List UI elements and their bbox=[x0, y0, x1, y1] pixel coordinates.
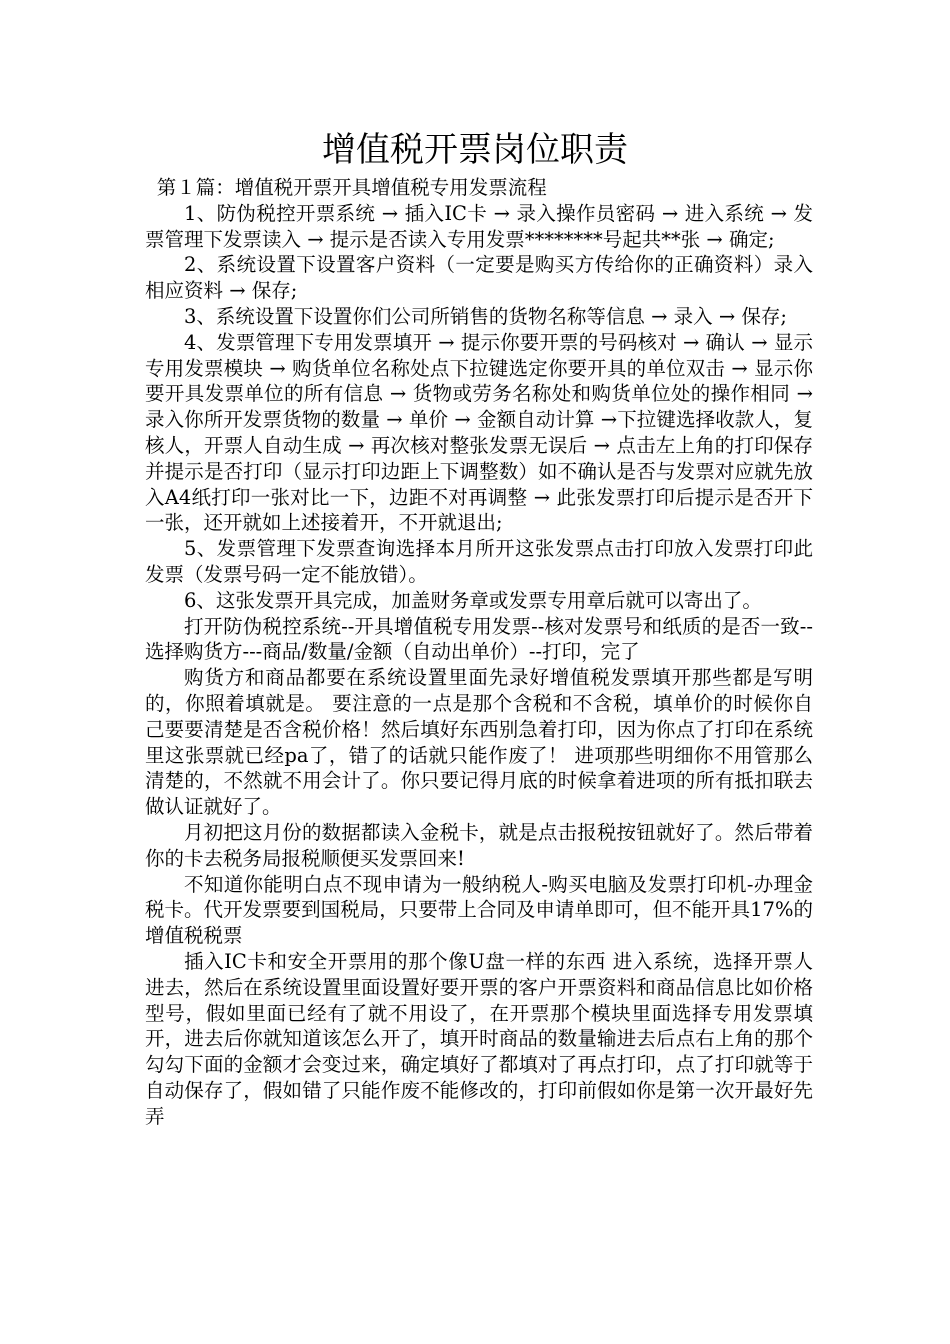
paragraph-step-2: 2、系统设置下设置客户资料（一定要是购买方传给你的正确资料）录入相应资料 → 保存; bbox=[145, 253, 813, 303]
paragraph-step-5: 5、发票管理下发票查询选择本月所开这张发票点击打印放入发票打印此发票（发票号码一定不能放错）。 bbox=[145, 537, 813, 586]
document-body bbox=[145, 175, 813, 1129]
document-title: 增值税开票岗位职责 bbox=[322, 130, 628, 170]
paragraph-step-1: 1、防伪税控开票系统 → 插入IC卡 → 录入操作员密码 → 进入系统 → 发票管理下发票读入 → 提示是否读入专用发票********号起共**张 → 确定; bbox=[145, 201, 813, 251]
paragraph-summary-flow: 打开防伪税控系统--开具增值税专用发票--核对发票号和纸质的是否一致--选择购货方---商品/数量/金额（自动出单价）--打印，完了 bbox=[145, 614, 813, 664]
paragraph-taxpayer-application: 不知道你能明白点不现申请为一般纳税人-购买电脑及发票打印机-办理金税卡。代开发票要到国税局，只要带上合同及申请单即可，但不能开具17%的增值税税票 bbox=[145, 872, 813, 948]
paragraph-step-6: 6、这张发票开具完成，加盖财务章或发票专用章后就可以寄出了。 bbox=[184, 588, 762, 612]
paragraph-step-3: 3、系统设置下设置你们公司所销售的货物名称等信息 → 录入 → 保存; bbox=[184, 304, 787, 328]
paragraph-ic-card-steps: 插入IC卡和安全开票用的那个像U盘一样的东西 进入系统，选择开票人进去，然后在系统设置里面设置好要开票的客户开票资料和商品信息比如价格型号，假如里面已经有了就不用设了，在开票那个模块里面选择专用发票填开，进去后你就知道该怎么开了，填开时商品的数量输进去后点右上角的那个勾勾下面的金额才会变过来，确定填好了都填对了再点打印，点了打印就等于自动保存了，假如错了只能作废不能修改的，打印前假如你是第一次开最好先弄 bbox=[145, 949, 813, 1128]
paragraph-step-4: 4、发票管理下专用发票填开 → 提示你要开票的号码核对 → 确认 → 显示专用发票模块 → 购货单位名称处点下拉键选定你要开具的单位双击 → 显示你要开具发票单位的所有信息 → 货物或劳务名称处和购货单位处的操作相同 → 录入你所开发票货物的数量 → 单价 → 金额自动计算 →下拉键选择收款人，复核人，开票人自动生成 → 再次核对整张发票无误后 → 点击左上角的打印保存并提示是否打印（显示打印边距上下调整数）如不确认是否与发票对应就先放入A4纸打印一张对比一下，边距不对再调整 → 此张发票打印后提示是否开下一张，还开就如上述接着开，不开就退出; bbox=[145, 330, 813, 535]
section-heading: 第１篇：增值税开票开具增值税专用发票流程 bbox=[156, 176, 547, 199]
paragraph-buyer-goods: 购货方和商品都要在系统设置里面先录好增值税发票填开那些都是写明的，你照着填就是。 要注意的一点是那个含税和不含税，填单价的时候你自己要要清楚是否含税价格！然后填好东西别急着打印，因为你点了打印在系统里这张票就已经pa了，错了的话就只能作废了！ 进项那些明细你不用管那么清楚的，不然就不用会计了。你只要记得月底的时候拿着进项的所有抵扣联去做认证就好了。 bbox=[145, 666, 813, 819]
paragraph-monthly-report: 月初把这月份的数据都读入金税卡，就是点击报税按钮就好了。然后带着你的卡去税务局报税顺便买发票回来! bbox=[145, 820, 813, 870]
